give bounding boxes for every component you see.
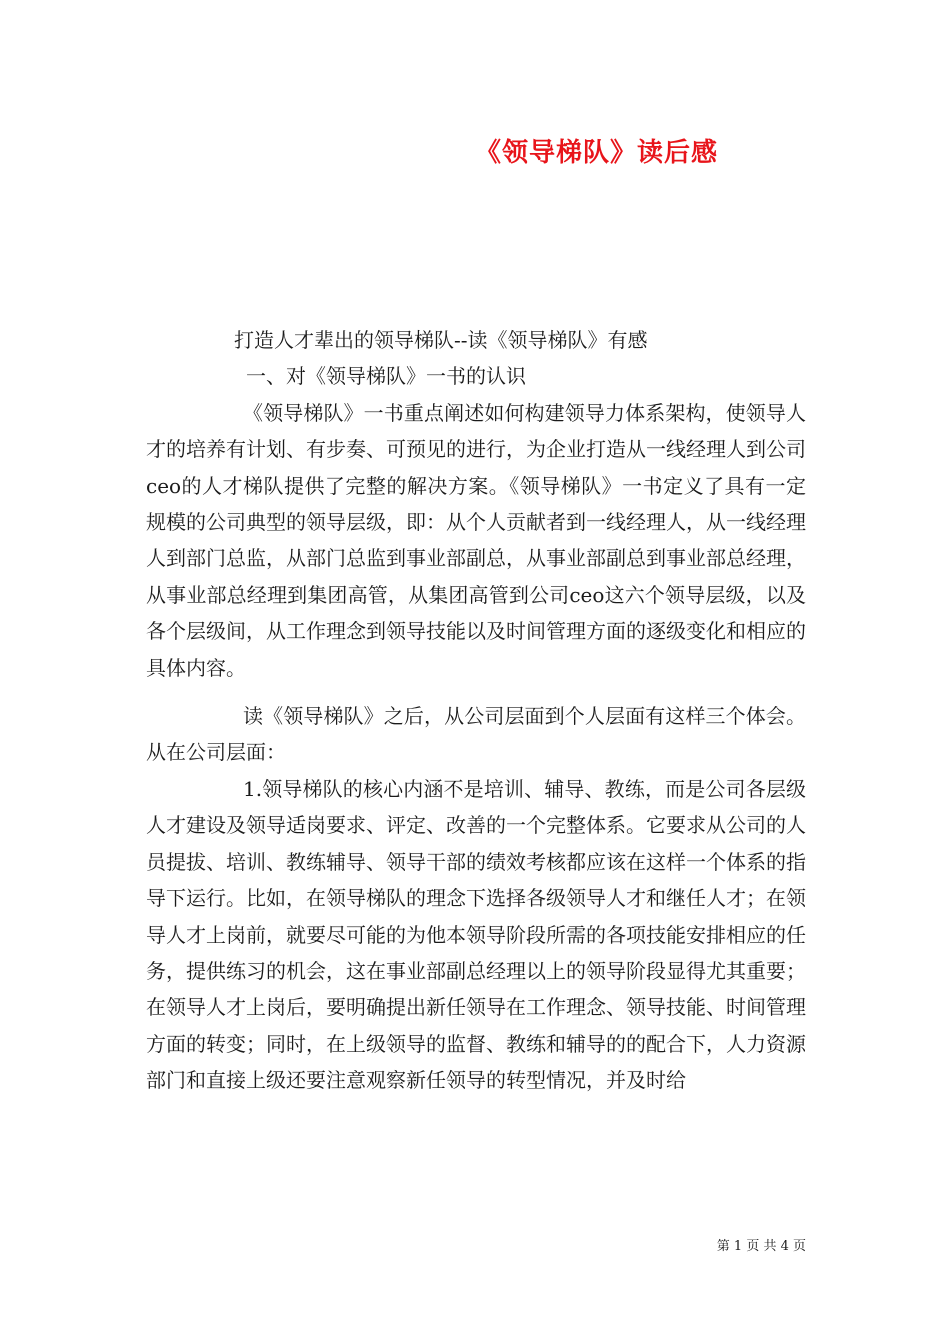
paragraph-3: 1.领导梯队的核心内涵不是培训、辅导、教练，而是公司各层级人才建设及领导适岗要求、评定、改善的一个完整体系。它要求从公司的人员提拔、培训、教练辅导、领导干部的绩效考核都应该在这样一个体系的指导下运行。比如，在领导梯队的理念下选择各级领导人才和继任人才；在领导人才上岗前，就要尽可能的为他本领导阶段所需的各项技能安排相应的任务，提供练习的机会，这在事业部副总经理以上的领导阶段显得尤其重要；在领导人才上岗后，要明确提出新任领导在工作理念、领导技能、时间管理方面的转变；同时，在上级领导的监督、教练和辅导的的配合下，人力资源部门和直接上级还要注意观察新任领导的转型情况，并及时给 [146, 776, 806, 1093]
page-number-footer: 第 1 页 共 4 页 [716, 1239, 806, 1254]
document-body [146, 322, 806, 1099]
document-title: 《领导梯队》读后感 [475, 138, 719, 168]
document-subtitle: 打造人才辈出的领导梯队--读《领导梯队》有感 [234, 328, 648, 352]
paragraph-2: 读《领导梯队》之后，从公司层面到个人层面有这样三个体会。从在公司层面： [146, 704, 806, 765]
paragraph-1: 《领导梯队》一书重点阐述如何构建领导力体系架构，使领导人才的培养有计划、有步奏、可预见的进行，为企业打造从一线经理人到公司ceo的人才梯队提供了完整的解决方案。《领导梯队》一书定义了具有一定规模的公司典型的领导层级，即：从个人贡献者到一线经理人，从一线经理人到部门总监，从部门总监到事业部副总，从事业部副总到事业部总经理，从事业部总经理到集团高管，从集团高管到公司ceo这六个领导层级，以及各个层级间，从工作理念到领导技能以及时间管理方面的逐级变化和相应的具体内容。 [146, 400, 806, 680]
section-heading: 一、对《领导梯队》一书的认识 [246, 364, 526, 389]
